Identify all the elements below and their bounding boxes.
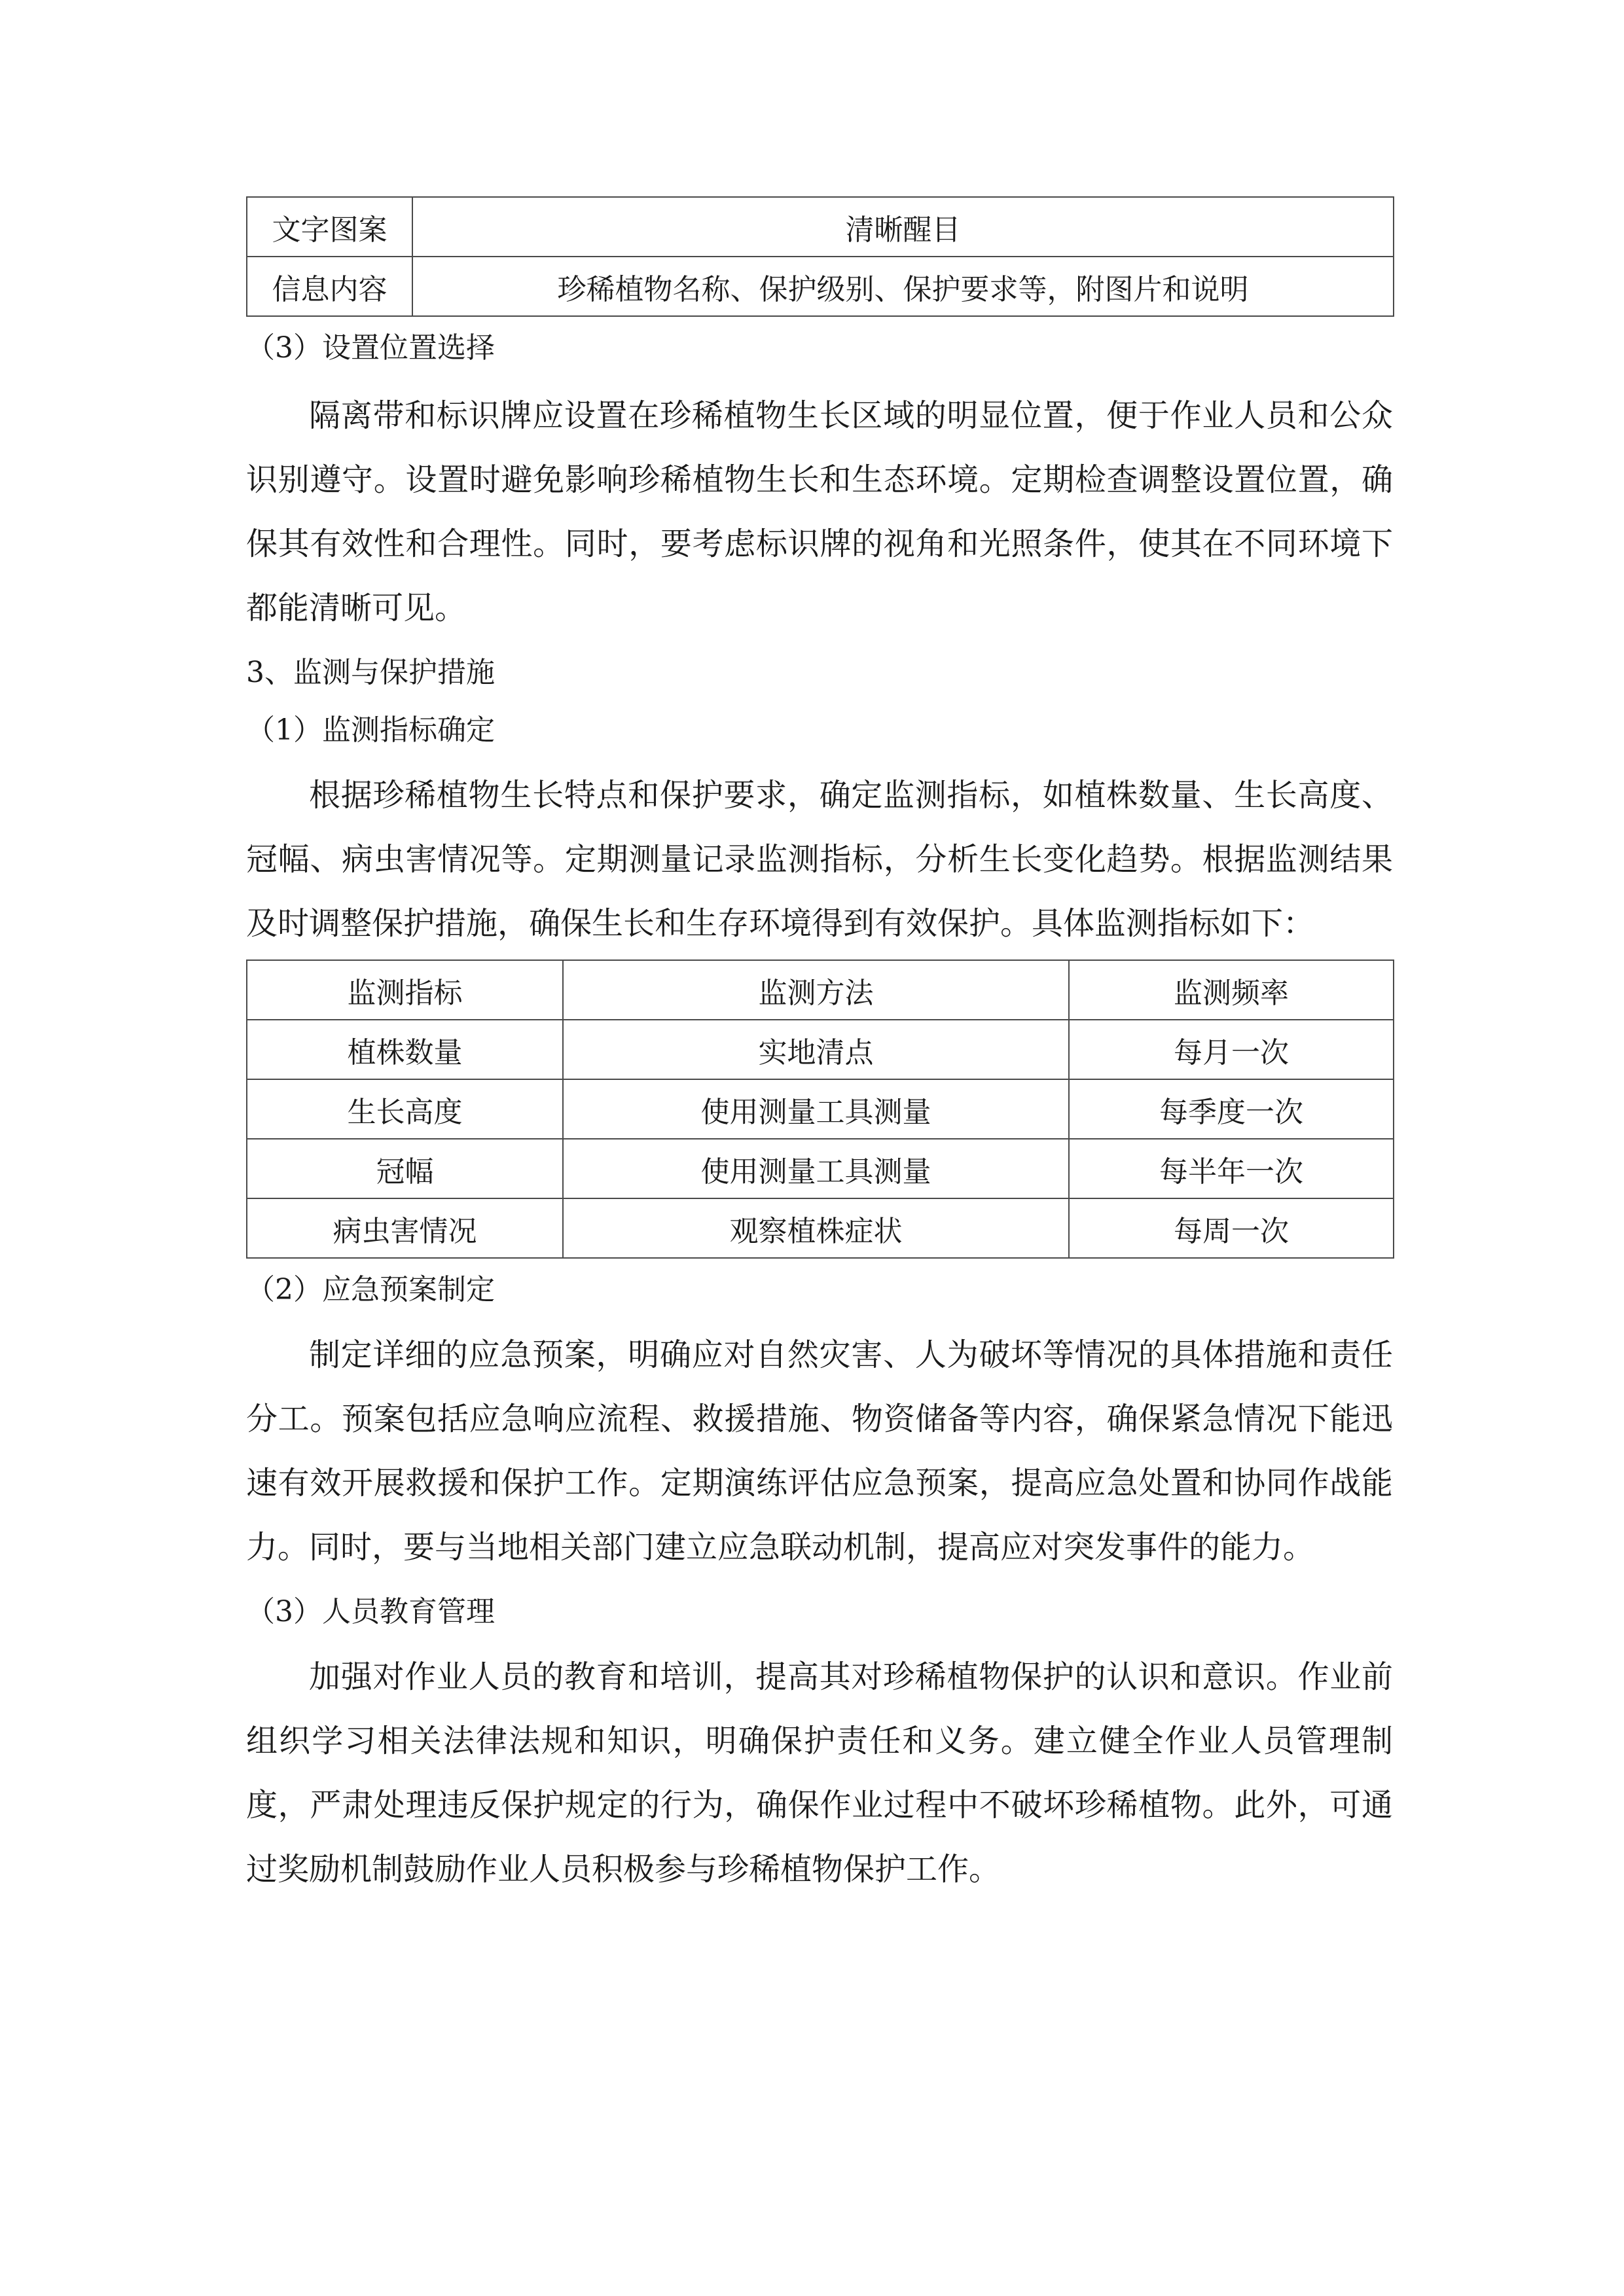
subsection-heading-education: （3）人员教育管理 bbox=[246, 1595, 495, 1628]
table-row bbox=[247, 197, 1394, 257]
table-cell: 冠幅 bbox=[247, 1139, 563, 1198]
table-cell: 使用测量工具测量 bbox=[563, 1079, 1069, 1139]
sign-spec-table bbox=[246, 196, 1394, 317]
paragraph-indicators: 根据珍稀植物生长特点和保护要求，确定监测指标，如植株数量、生长高度、冠幅、病虫害情况等。定期测量记录监测指标，分析生长变化趋势。根据监测结果及时调整保护措施，确保生长和生存环境得到有效保护。具体监测指标如下： bbox=[246, 777, 1393, 942]
table-cell: 每月一次 bbox=[1069, 1020, 1394, 1079]
subsection-heading-indicators: （1）监测指标确定 bbox=[246, 713, 495, 747]
table-cell: 每半年一次 bbox=[1069, 1139, 1394, 1198]
table-row bbox=[247, 257, 1394, 316]
table-cell: 每周一次 bbox=[1069, 1198, 1394, 1258]
column-header: 监测频率 bbox=[1069, 960, 1394, 1020]
table-row bbox=[247, 1079, 1394, 1139]
table-cell: 生长高度 bbox=[247, 1079, 563, 1139]
table-cell: 文字图案 bbox=[247, 197, 412, 257]
paragraph-emergency: 制定详细的应急预案，明确应对自然灾害、人为破坏等情况的具体措施和责任分工。预案包括应急响应流程、救援措施、物资储备等内容，确保紧急情况下能迅速有效开展救援和保护工作。定期演练评估应急预案，提高应急处置和协同作战能力。同时，要与当地相关部门建立应急联动机制，提高应对突发事件的能力。 bbox=[246, 1336, 1393, 1566]
table-cell: 实地清点 bbox=[563, 1020, 1069, 1079]
column-header: 监测方法 bbox=[563, 960, 1069, 1020]
table-cell: 信息内容 bbox=[247, 257, 412, 316]
table-cell: 珍稀植物名称、保护级别、保护要求等，附图片和说明 bbox=[412, 257, 1394, 316]
document-page bbox=[246, 196, 1393, 1901]
section-heading-placement: （3）设置位置选择 bbox=[246, 331, 495, 365]
subsection-heading-emergency: （2）应急预案制定 bbox=[246, 1273, 495, 1306]
table-cell: 观察植株症状 bbox=[563, 1198, 1069, 1258]
table-row bbox=[247, 1020, 1394, 1079]
paragraph-education: 加强对作业人员的教育和培训，提高其对珍稀植物保护的认识和意识。作业前组织学习相关法律法规和知识，明确保护责任和义务。建立健全作业人员管理制度，严肃处理违反保护规定的行为，确保作业过程中不破坏珍稀植物。此外，可通过奖励机制鼓励作业人员积极参与珍稀植物保护工作。 bbox=[246, 1659, 1393, 1888]
monitoring-table bbox=[246, 960, 1394, 1259]
table-cell: 使用测量工具测量 bbox=[563, 1139, 1069, 1198]
table-header-row bbox=[247, 960, 1394, 1020]
table-cell: 病虫害情况 bbox=[247, 1198, 563, 1258]
table-cell: 每季度一次 bbox=[1069, 1079, 1394, 1139]
table-row bbox=[247, 1198, 1394, 1258]
paragraph-placement: 隔离带和标识牌应设置在珍稀植物生长区域的明显位置，便于作业人员和公众识别遵守。设置时避免影响珍稀植物生长和生态环境。定期检查调整设置位置，确保其有效性和合理性。同时，要考虑标识牌的视角和光照条件，使其在不同环境下都能清晰可见。 bbox=[246, 397, 1393, 626]
table-cell: 清晰醒目 bbox=[412, 197, 1394, 257]
table-row bbox=[247, 1139, 1394, 1198]
section-heading-monitoring: 3、监测与保护措施 bbox=[246, 656, 495, 689]
column-header: 监测指标 bbox=[247, 960, 563, 1020]
table-cell: 植株数量 bbox=[247, 1020, 563, 1079]
